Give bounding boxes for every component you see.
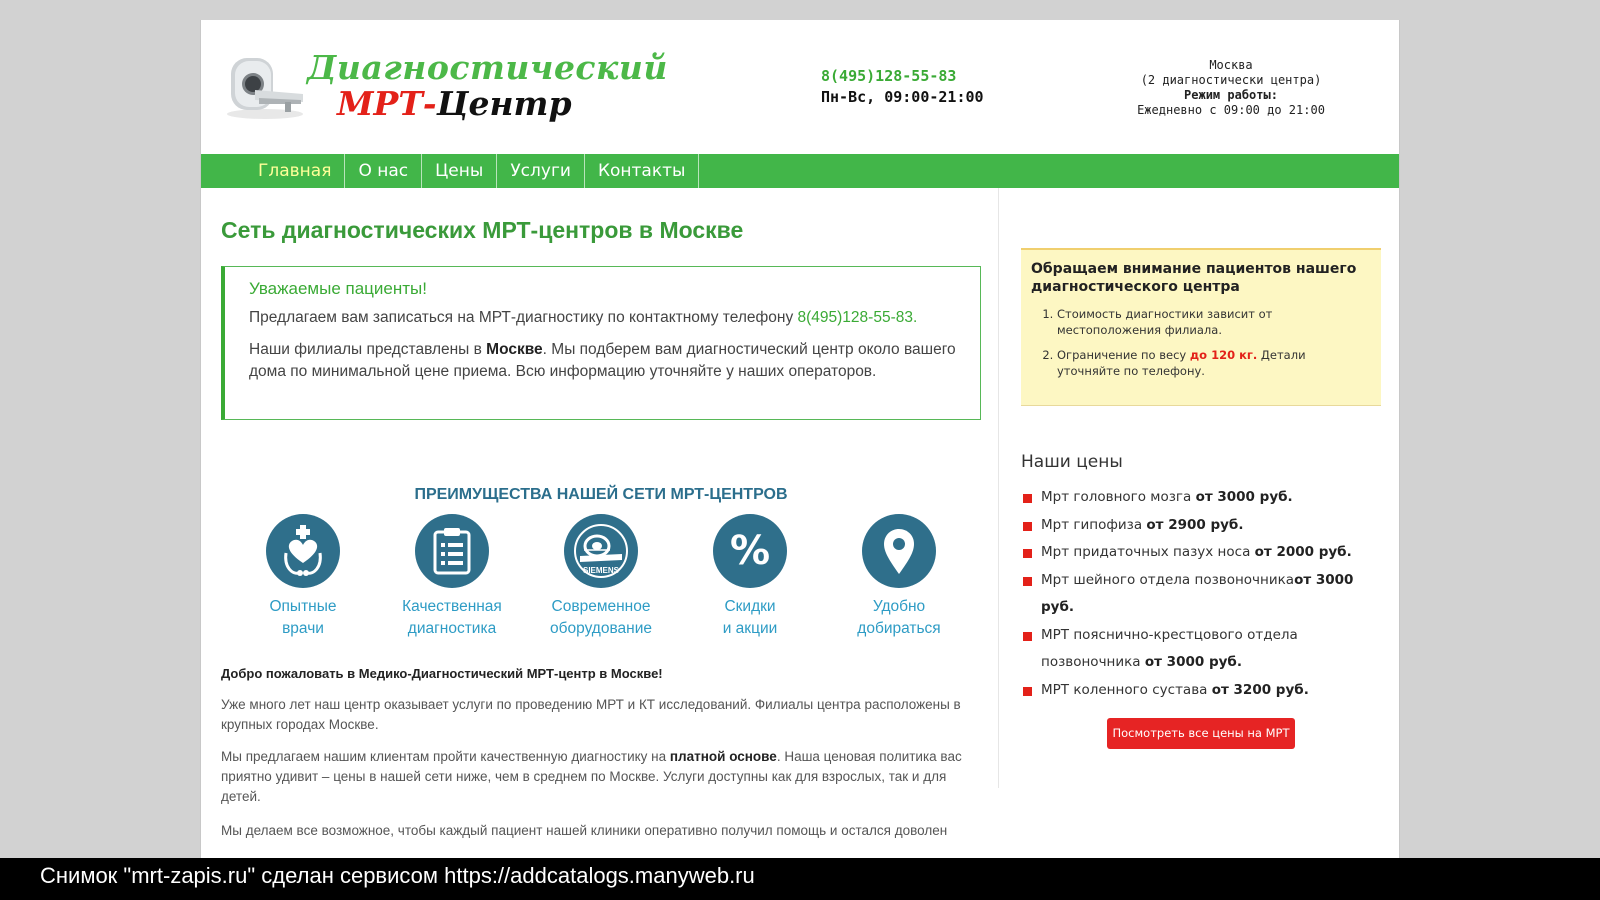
logo-title-line1: Диагностический [307, 48, 668, 87]
sidebar-divider [998, 188, 999, 788]
nav-item-about[interactable]: О нас [345, 154, 422, 188]
header-contact [821, 66, 984, 108]
percent-icon: % [713, 514, 787, 588]
price-item[interactable]: Мрт шейного отдела позвоночникаот 3000 руб. [1021, 567, 1381, 622]
advantage-label: Удобно [872, 598, 926, 615]
attention-item: 2. Ограничение по весу до 120 кг. Детали уточняйте по телефону. [1057, 347, 1371, 379]
sidebar [1021, 188, 1381, 749]
header-city-info [1131, 58, 1331, 118]
screenshot-caption-bar: Снимок "mrt-zapis.ru" сделан сервисом https://addcatalogs.manyweb.ru [0, 858, 1600, 900]
logo-mrt: МРТ [337, 84, 423, 123]
welcome-heading: Добро пожаловать в Медико-Диагностический МРТ-центр в Москве! [221, 666, 663, 681]
all-prices-button[interactable]: Посмотреть все цены на МРТ [1107, 718, 1295, 749]
page-title: Сеть диагностических МРТ-центров в Москве [221, 217, 744, 243]
logo[interactable] [225, 48, 668, 128]
patient-notice [221, 266, 981, 420]
advantage-item[interactable]: % Скидки и акции [690, 514, 810, 640]
header [201, 20, 1399, 154]
price-item[interactable]: Мрт гипофиза от 2900 руб. [1021, 512, 1381, 540]
city-name: Москва [1209, 58, 1253, 72]
price-item[interactable]: Мрт головного мозга от 3000 руб. [1021, 484, 1381, 512]
pricing-paragraph: Мы предлагаем нашим клиентам пройти качественную диагностику на платной основе. Наша ценовая политика вас приятно удивит – цены в нашей сети ниже, чем в среднем по Москве. Услуги доступны как для взрослых, так и для детей. [221, 749, 962, 804]
doctor-icon [266, 514, 340, 588]
advantage-item[interactable]: Опытные врачи [243, 514, 363, 640]
price-item[interactable]: МРТ пояснично-крестцового отдела позвоночника от 3000 руб. [1021, 622, 1381, 677]
advantage-label: Опытные [269, 598, 337, 615]
attention-item: 1. Стоимость диагностики зависит от местоположения филиала. [1057, 306, 1371, 338]
service-paragraph: Мы делаем все возможное, чтобы каждый пациент нашей клиники оперативно получил помощь и остался доволен [221, 823, 948, 838]
nav-item-home[interactable]: Главная [245, 154, 345, 188]
nav-item-prices[interactable]: Цены [422, 154, 497, 188]
siemens-brand: SIEMENS [582, 566, 620, 575]
notice-phone-link[interactable]: 8(495)128-55-83. [797, 309, 918, 326]
header-hours: Пн-Вс, 09:00-21:00 [821, 88, 984, 106]
work-mode-label: Режим работы: [1184, 88, 1278, 102]
prices-title: Наши цены [1021, 452, 1123, 472]
attention-list [1031, 306, 1371, 379]
intro-paragraph: Уже много лет наш центр оказывает услуги по проведению МРТ и КТ исследований. Филиалы центра расположены в крупных городах Москве. [221, 697, 961, 732]
advantage-item[interactable]: SIEMENS Современное оборудование [541, 514, 661, 640]
advantage-label: Современное [551, 598, 651, 615]
advantage-item[interactable]: Качественная диагностика [392, 514, 512, 640]
work-mode-value: Ежедневно с 09:00 до 21:00 [1137, 103, 1325, 117]
clipboard-icon [415, 514, 489, 588]
nav-item-contacts[interactable]: Контакты [585, 154, 700, 188]
attention-box [1021, 248, 1381, 406]
notice-paragraph-1: Предлагаем вам записаться на МРТ-диагностику по контактному телефону 8(495)128-55-83. [249, 309, 918, 326]
advantages-row [221, 514, 981, 640]
advantage-label: Качественная [402, 598, 502, 615]
main-content [221, 188, 981, 841]
price-item[interactable]: Мрт придаточных пазух носа от 2000 руб. [1021, 539, 1381, 567]
header-phone[interactable]: 8(495)128-55-83 [821, 67, 957, 85]
main-nav [201, 154, 1400, 188]
advantages-title: ПРЕИМУЩЕСТВА НАШЕЙ СЕТИ МРТ-ЦЕНТРОВ [414, 486, 788, 503]
logo-title-line2 [337, 84, 572, 123]
price-list [1021, 484, 1381, 704]
notice-paragraph-2: Наши филиалы представлены в Москве. Мы подберем вам диагностический центр около вашего дома по минимальной цене приема. Всю информацию уточняйте у наших операторов. [249, 341, 956, 380]
centers-count: (2 диагностически центра) [1140, 73, 1322, 87]
price-item[interactable]: МРТ коленного сустава от 3200 руб. [1021, 677, 1381, 705]
mri-machine-logo-icon [225, 50, 305, 120]
mri-scanner-icon [564, 514, 638, 588]
page [200, 20, 1400, 860]
logo-center: Центр [436, 84, 572, 123]
map-pin-icon [862, 514, 936, 588]
advantage-item[interactable]: Удобно добираться [839, 514, 959, 640]
attention-title: Обращаем внимание пациентов нашего диагностического центра [1031, 261, 1357, 295]
notice-title: Уважаемые пациенты! [249, 279, 427, 298]
nav-item-services[interactable]: Услуги [497, 154, 585, 188]
advantage-label: Скидки [724, 598, 776, 615]
logo-dash: - [422, 84, 437, 123]
